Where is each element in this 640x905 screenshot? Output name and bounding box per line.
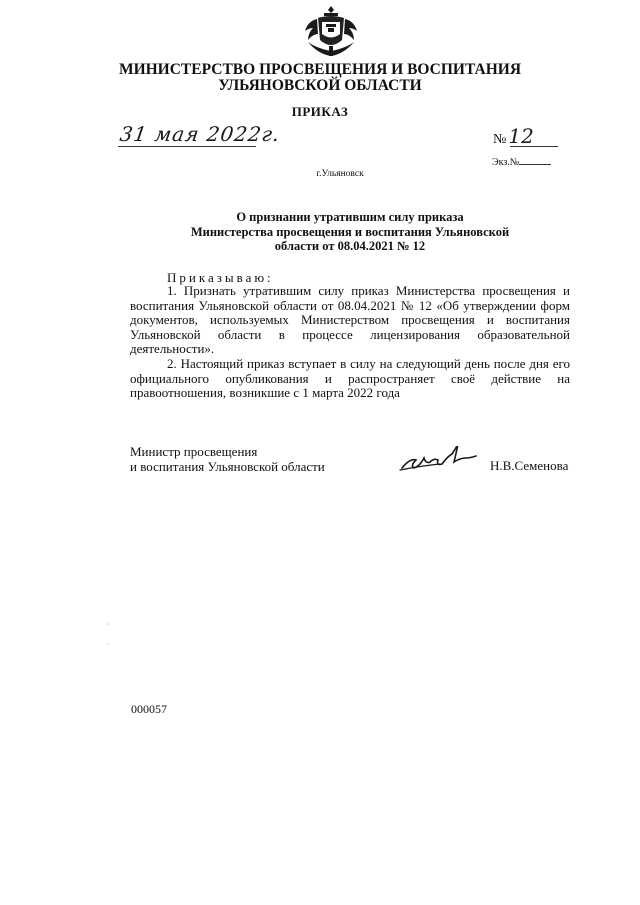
order-number bbox=[493, 124, 534, 148]
paragraph-2: 2. Настоящий приказ вступает в силу на следующий день после дня его официального опубликования и распространяет своё действие на правоотношения, возникшие с 1 марта 2022 года bbox=[130, 356, 570, 401]
order-subject bbox=[160, 210, 540, 254]
date-underline bbox=[118, 146, 256, 147]
ministry-name-line1: МИНИСТЕРСТВО ПРОСВЕЩЕНИЯ И ВОСПИТАНИЯ bbox=[118, 61, 522, 78]
number-label: № bbox=[493, 132, 507, 147]
copy-blank-line bbox=[519, 155, 551, 165]
copy-label: Экз.№ bbox=[492, 157, 520, 168]
signatory-name: Н.В.Семенова bbox=[490, 458, 569, 473]
subject-line3: области от 08.04.2021 № 12 bbox=[274, 239, 426, 253]
subject-line2: Министерства просвещения и воспитания Ульяновской bbox=[190, 224, 510, 239]
signatory-title-line2: и воспитания Ульяновской области bbox=[130, 459, 325, 474]
serial-number: 000057 bbox=[131, 702, 167, 716]
subject-line1: О признании утратившим силу приказа bbox=[236, 210, 464, 224]
handwritten-signature bbox=[398, 446, 488, 476]
ministry-name bbox=[0, 62, 640, 94]
number-underline bbox=[510, 146, 558, 147]
paragraph-1: 1. Признать утратившим силу приказ Министерства просвещения и воспитания Ульяновской области от 08.04.2021 № 12 «Об утверждении форм документов, используемых Министерством просвещения и воспитания Ульяновской области в процессе лицензирования образовательной деятельности». bbox=[130, 283, 570, 357]
document-type: ПРИКАЗ bbox=[291, 104, 349, 119]
orders-word: Приказываю: bbox=[167, 270, 274, 285]
scan-dot: · bbox=[107, 640, 110, 649]
city: г.Ульяновск bbox=[316, 169, 364, 179]
ministry-name-line2: УЛЬЯНОВСКОЙ ОБЛАСТИ bbox=[218, 77, 422, 94]
scan-dot: · bbox=[107, 620, 110, 629]
number-value: 12 bbox=[508, 124, 534, 148]
copy-number bbox=[492, 155, 551, 168]
coat-of-arms-emblem bbox=[300, 4, 362, 58]
handwritten-date: 31 мая 2022г. bbox=[118, 122, 282, 146]
signatory-title-line1: Министр просвещения bbox=[130, 444, 258, 459]
signatory-title bbox=[130, 444, 325, 474]
